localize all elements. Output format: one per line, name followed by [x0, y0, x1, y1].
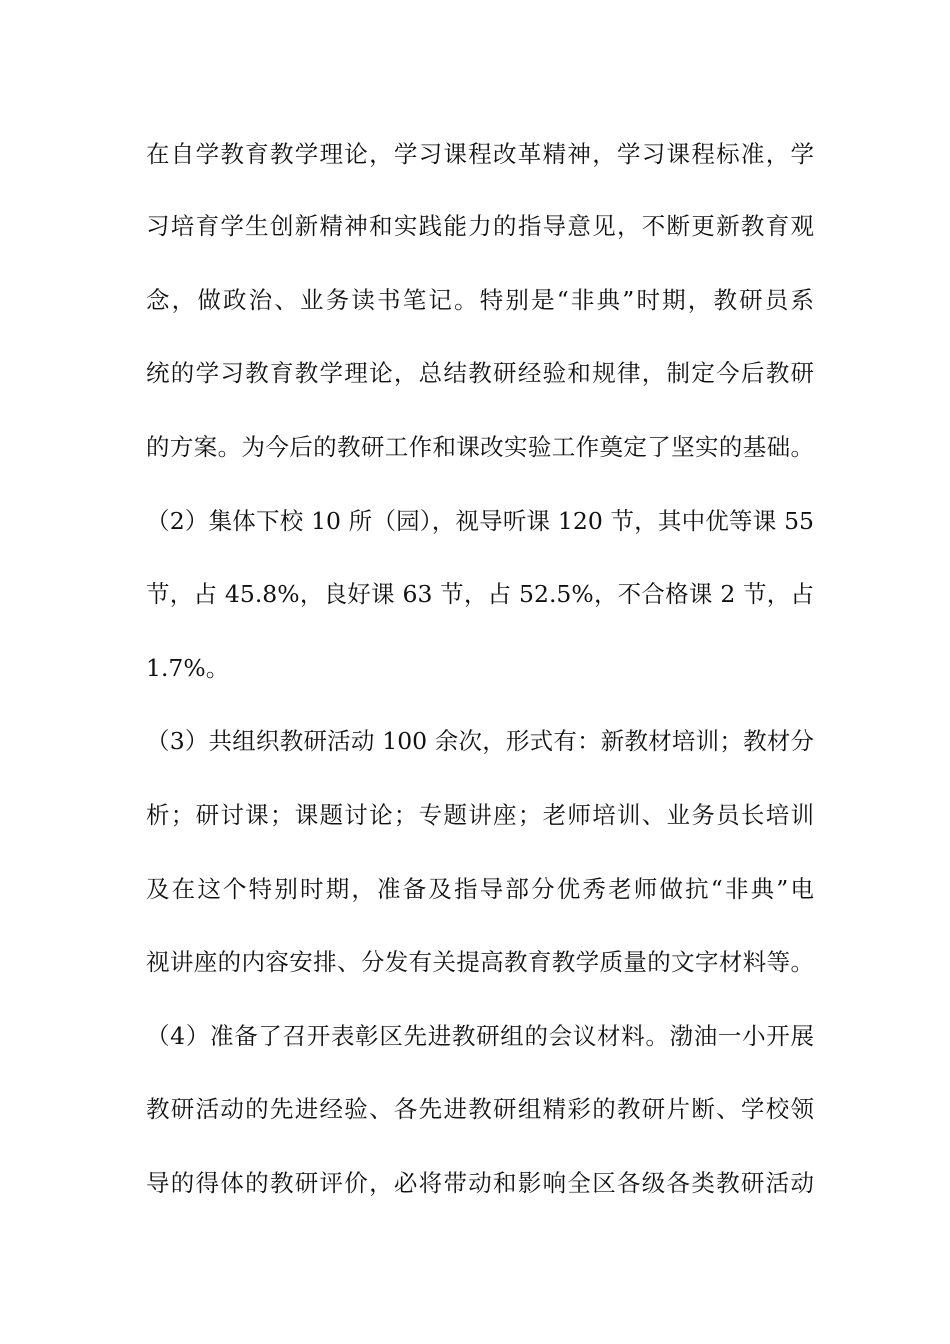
- text-line: 导的得体的教研评价，必将带动和影响全区各级各类教研活动: [146, 1169, 814, 1197]
- text-line: （2）集体下校 10 所（园），视导听课 120 节，其中优等课 55: [146, 507, 814, 535]
- text-line: 视讲座的内容安排、分发有关提高教育教学质量的文字材料等。: [146, 948, 814, 976]
- text-line: 及在这个特别时期，准备及指导部分优秀老师做抗“非典”电: [146, 875, 814, 903]
- text-line: 的方案。为今后的教研工作和课改实验工作奠定了坚实的基础。: [146, 433, 814, 461]
- text-line: （3）共组织教研活动 100 余次，形式有：新教材培训；教材分: [146, 727, 814, 755]
- text-line: 教研活动的先进经验、各先进教研组精彩的教研片断、学校领: [146, 1095, 814, 1123]
- text-line: 习培育学生创新精神和实践能力的指导意见，不断更新教育观: [146, 212, 814, 240]
- text-line: 统的学习教育教学理论，总结教研经验和规律，制定今后教研: [146, 359, 814, 387]
- text-line: 念，做政治、业务读书笔记。特别是“非典”时期，教研员系: [146, 286, 814, 314]
- text-line: 节，占 45.8%，良好课 63 节，占 52.5%，不合格课 2 节，占: [146, 580, 814, 608]
- text-line: 析；研讨课；课题讨论；专题讲座；老师培训、业务员长培训: [146, 801, 814, 829]
- text-line: 1.7%。: [146, 654, 230, 682]
- text-line: 在自学教育教学理论，学习课程改革精神，学习课程标准，学: [146, 140, 814, 168]
- text-line: （4）准备了召开表彰区先进教研组的会议材料。渤油一小开展: [146, 1022, 814, 1050]
